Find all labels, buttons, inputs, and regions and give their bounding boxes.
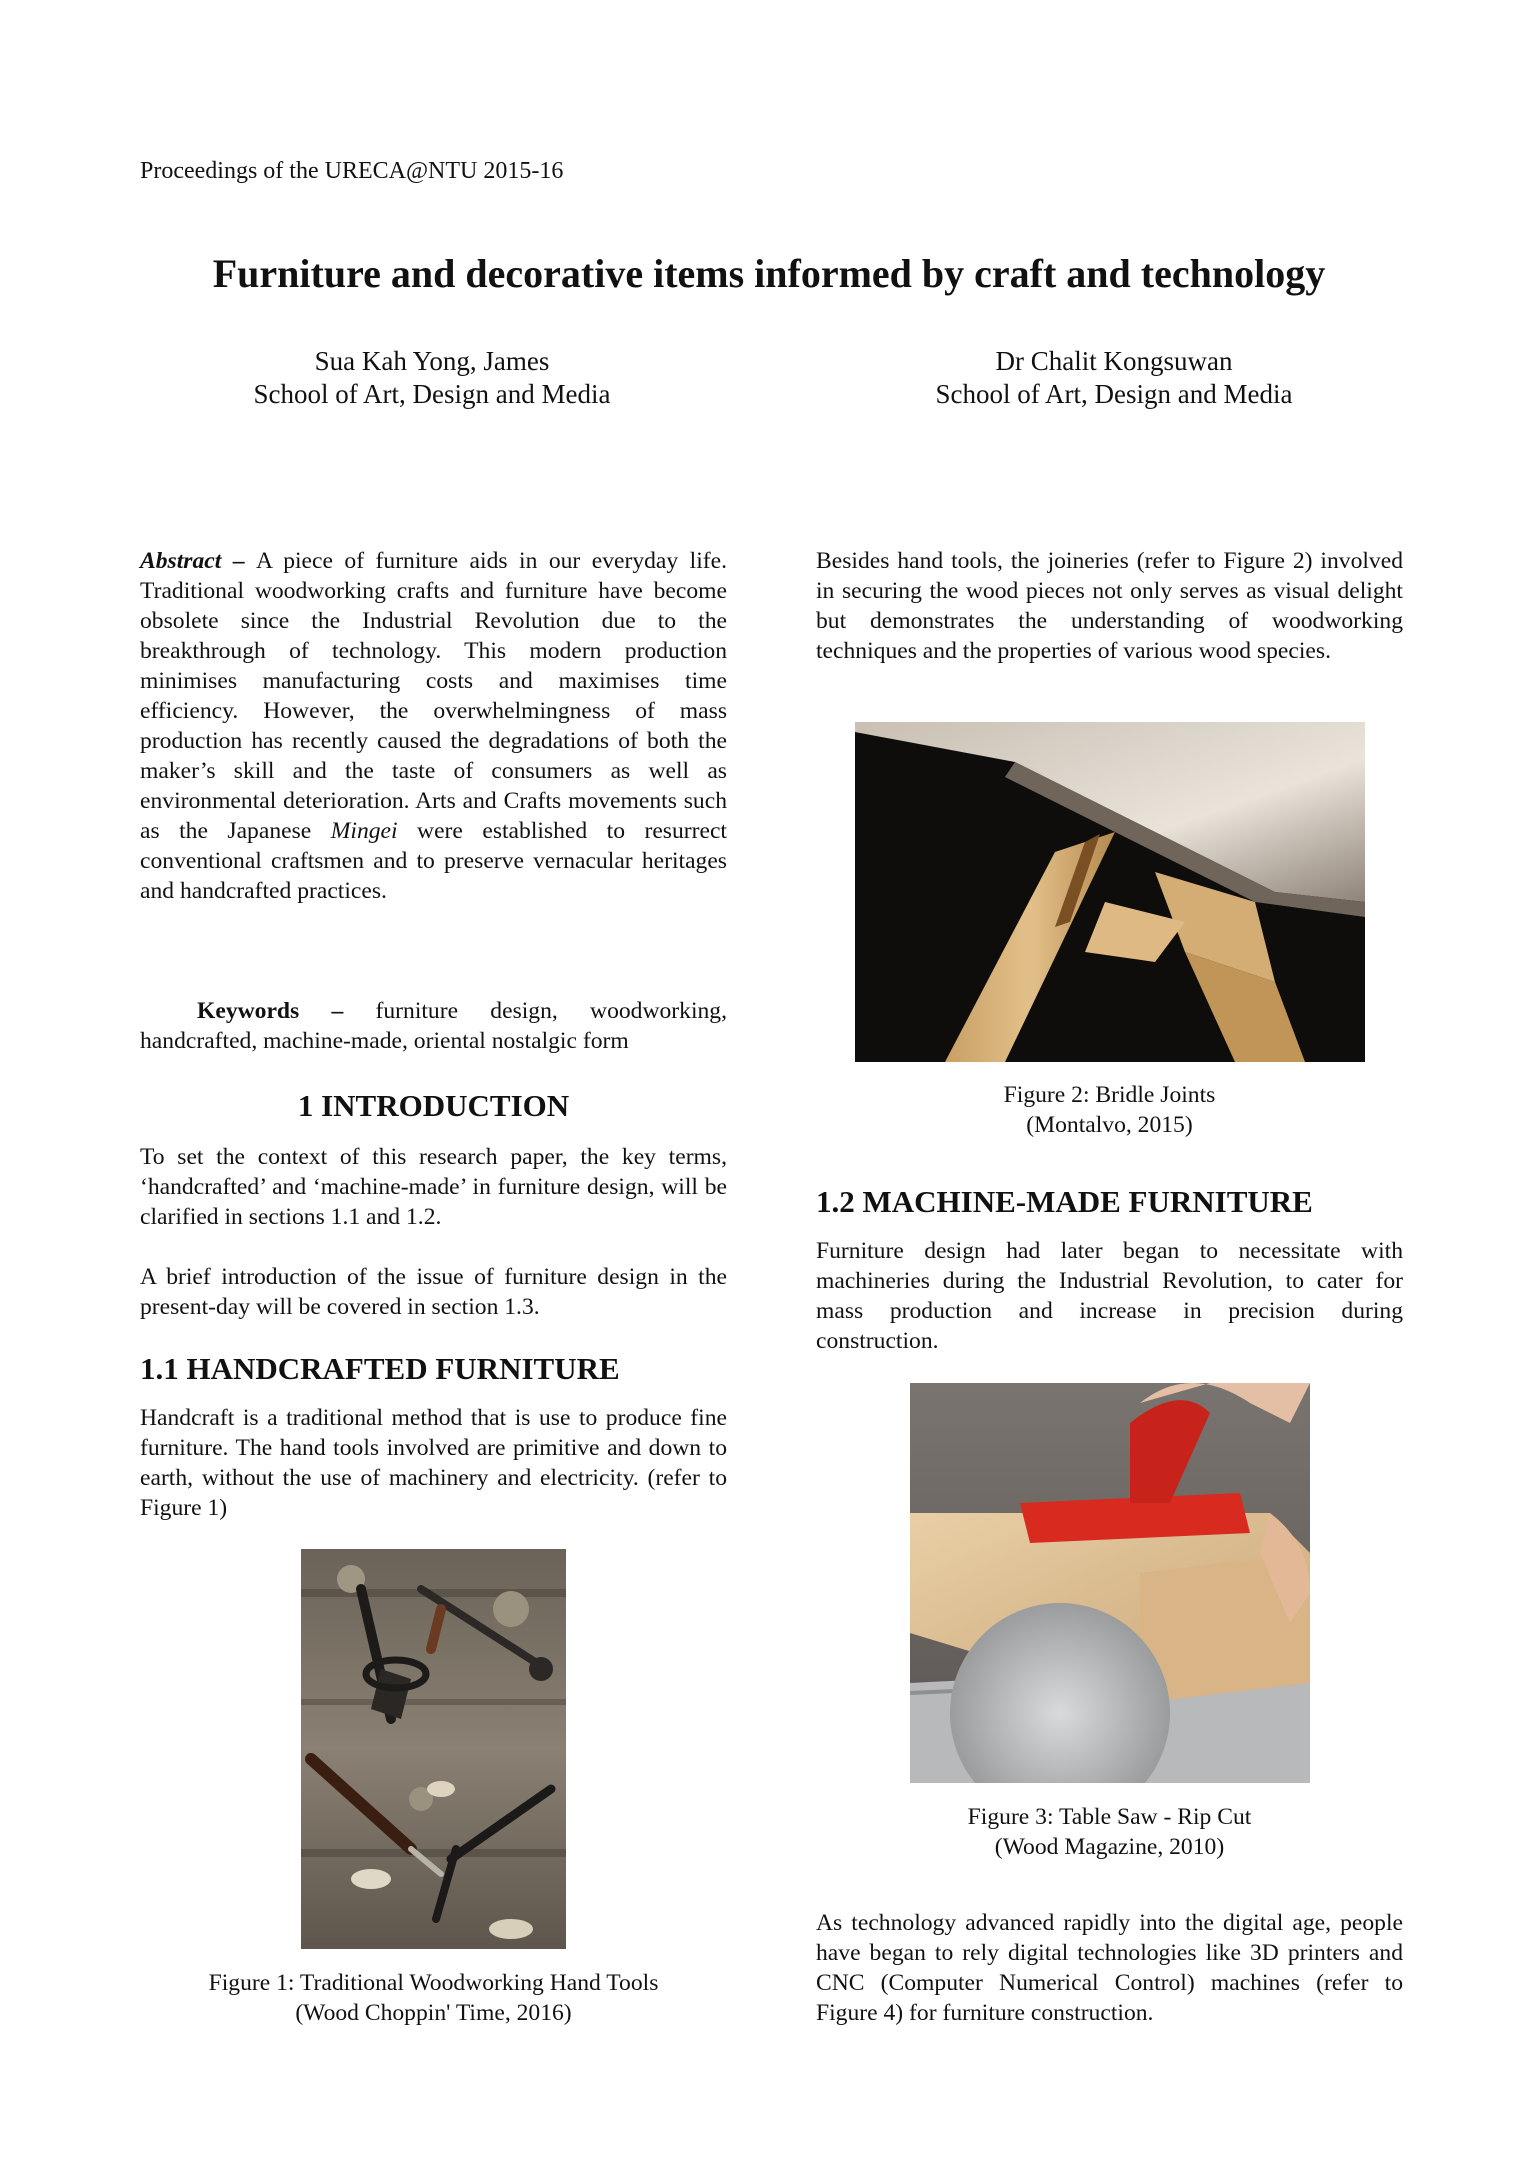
- section-heading-introduction: 1 INTRODUCTION: [297, 1088, 570, 1123]
- figure-2-image: [855, 722, 1365, 1062]
- abstract: Abstract – A piece of furniture aids in our everyday life. Traditional woodworking crafts and furniture have become obsolete since the Industrial Revolution due to the breakthrough of technology. This modern production minimises manufacturing costs and maximises time efficiency. However, the overwhelmingness of mass production has recently caused the degradations of both the maker’s skill and the taste of consumers as well as environmental deterioration. Arts and Crafts movements such as the Japanese Mingei were established to resurrect conventional craftsmen and to preserve vernacular heritages and handcrafted practices.: [140, 548, 727, 904]
- running-header: Proceedings of the URECA@NTU 2015-16: [140, 158, 564, 184]
- intro-paragraph-1: To set the context of this research paper, the key terms, ‘handcrafted’ and ‘machine-made’ in furniture design, will be clarified in sections 1.1 and 1.2.: [140, 1144, 727, 1230]
- intro-paragraph-2: A brief introduction of the issue of furniture design in the present-day will be covered in section 1.3.: [140, 1264, 727, 1320]
- figure-3-caption: Figure 3: Table Saw - Rip Cut (Wood Magazine, 2010): [967, 1804, 1252, 1860]
- handcrafted-paragraph: Handcraft is a traditional method that is use to produce fine furniture. The hand tools involved are primitive and down to earth, without the use of machinery and electricity. (refer to Figure 1): [140, 1405, 727, 1521]
- paper-title: Furniture and decorative items informed by craft and technology: [212, 251, 1326, 296]
- abstract-text: A piece of furniture aids in our everyday life. Traditional woodworking crafts and furniture have become obsolete since the Industrial Revolution due to the breakthrough of technology. This modern production minimises manufacturing costs and maximises time efficiency. However, the overwhelmingness of mass production has recently caused the degradations of both the maker’s skill and the taste of consumers as well as environmental deterioration. Arts and Crafts movements such as the Japanese: [140, 548, 727, 844]
- keywords-text: furniture design, woodworking, handcrafted, machine-made, oriental nostalgic form: [140, 998, 727, 1054]
- figure-3-image: [910, 1383, 1310, 1783]
- abstract-italic-term: Mingei: [330, 818, 398, 844]
- figure-2-caption: Figure 2: Bridle Joints (Montalvo, 2015): [1003, 1082, 1216, 1138]
- author-affiliation: School of Art, Design and Media: [253, 379, 611, 409]
- author-block-2: [834, 345, 1394, 411]
- keywords: Keywords – furniture design, woodworking, handcrafted, machine-made, oriental nostalgic form: [140, 998, 727, 1054]
- abstract-label: Abstract: [140, 548, 222, 574]
- author-affiliation: School of Art, Design and Media: [935, 379, 1293, 409]
- author-name: Sua Kah Yong, James: [314, 346, 550, 376]
- figure-1-image: [301, 1549, 566, 1949]
- joinery-paragraph: Besides hand tools, the joineries (refer to Figure 2) involved in securing the wood pieces not only serves as visual delight but demonstrates the understanding of woodworking techniques and the properties of various wood species.: [816, 548, 1403, 664]
- keywords-label: Keywords: [197, 998, 300, 1024]
- section-heading-machine-made: 1.2 MACHINE-MADE FURNITURE: [816, 1184, 1313, 1219]
- author-block-1: [152, 345, 712, 411]
- author-name: Dr Chalit Kongsuwan: [995, 346, 1233, 376]
- section-heading-handcrafted: 1.1 HANDCRAFTED FURNITURE: [140, 1351, 620, 1386]
- machine-made-paragraph: Furniture design had later began to necessitate with machineries during the Industrial Revolution, to cater for mass production and increase in precision during construction.: [816, 1238, 1403, 1354]
- closing-paragraph: As technology advanced rapidly into the digital age, people have began to rely digital technologies like 3D printers and CNC (Computer Numerical Control) machines (refer to Figure 4) for furniture construction.: [816, 1910, 1403, 2026]
- figure-1-caption: Figure 1: Traditional Woodworking Hand Tools (Wood Choppin' Time, 2016): [208, 1970, 659, 2026]
